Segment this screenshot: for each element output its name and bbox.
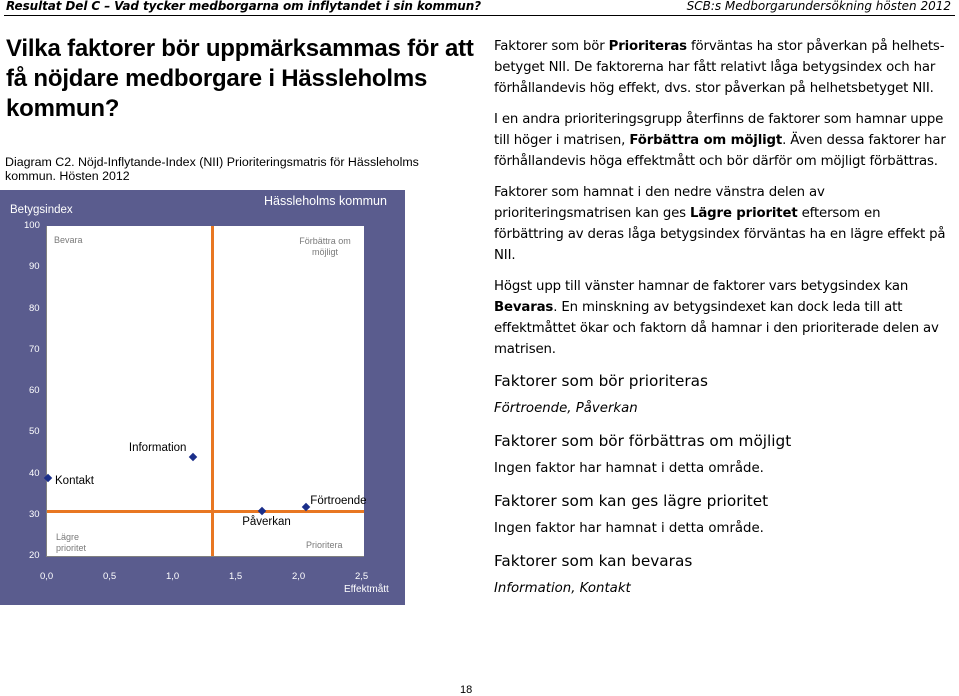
y-tick-label: 50 — [29, 426, 40, 438]
data-point-label: Information — [128, 442, 187, 454]
y-tick-label: 30 — [29, 508, 40, 520]
x-tick-label: 0,0 — [40, 571, 54, 582]
section-heading-prioriteras: Faktorer som bör prioriteras — [494, 372, 708, 390]
quadrant-label-bevara: Bevara — [54, 235, 83, 245]
paragraph-forbattra: I en andra prioriteringsgrupp återfinns de faktorer som hamnar uppe till höger i matrisen, Förbättra om möjligt. Även dessa faktorer har förhållandevis höga effektmått och bör därför om möjligt förbättras. — [494, 112, 946, 169]
chart-caption: Diagram C2. Nöjd-Inflytande-Index (NII) Prioriteringsmatris för Hässleholms kommun. Hösten 2012 — [5, 155, 419, 183]
section-heading-bevaras: Faktorer som kan bevaras — [494, 552, 693, 570]
quadrant-label-forbattra: Förbättra om möjligt — [299, 236, 351, 257]
divider-horizontal — [47, 510, 364, 513]
header-left-text: Resultat Del C – Vad tycker medborgarna om inflytandet i sin kommun? — [6, 0, 482, 13]
y-axis-label: Betygsindex — [10, 204, 73, 216]
data-point-label: Kontakt — [55, 474, 94, 487]
x-tick-label: 0,5 — [103, 571, 117, 582]
section-text-prioriteras: Förtroende, Påverkan — [494, 401, 638, 416]
quadrant-label-lagre-prioritet: Lägre prioritet — [56, 532, 87, 553]
explanation-column — [494, 36, 954, 610]
paragraph-prioritera: Faktorer som bör Prioriteras förväntas ha stor påverkan på helhets- betyget NII. De faktorerna har fått relativt låga betygsindex och har förhållandevis hög effekt, dvs. stor påverkan på helhetsbetyget NII. — [494, 39, 945, 96]
y-tick-label: 80 — [29, 302, 40, 314]
x-tick-label: 1,5 — [229, 571, 243, 582]
page-header — [0, 0, 959, 14]
y-tick-label: 90 — [29, 261, 40, 273]
x-tick-label: 2,0 — [292, 571, 306, 582]
page-title: Vilka faktorer bör uppmärksammas för att få nöjdare medborgare i Hässleholms kommun? — [6, 35, 474, 122]
y-tick-label: 100 — [24, 220, 40, 231]
paragraph-bevara: Högst upp till vänster hamnar de faktorer vars betygsindex kan Bevaras. En minskning av betygsindexet kan dock leda till att effektmåttet ökar och faktorn då hamnar i den prioriterade delen av matrisen. — [494, 279, 939, 357]
data-point — [189, 453, 197, 461]
paragraph-lagre-prioritet: Faktorer som hamnat i den nedre vänstra delen av prioriteringsmatrisen kan ges Lägre prioritet eftersom en förbättring av deras låga betygsindex förväntas ha en lägre effekt på NII. — [494, 185, 946, 263]
priority-matrix-chart — [0, 190, 405, 605]
data-point — [258, 506, 266, 514]
data-point-label: Förtroende — [310, 494, 367, 507]
divider-vertical — [211, 226, 214, 556]
y-tick-label: 40 — [29, 467, 40, 479]
x-tick-label: 2,5 — [355, 571, 369, 582]
section-text-forbattras: Ingen faktor har hamnat i detta område. — [494, 461, 764, 476]
page-number: 18 — [460, 684, 473, 696]
section-heading-forbattras: Faktorer som bör förbättras om möjligt — [494, 432, 792, 450]
header-right-text: SCB:s Medborgarundersökning hösten 2012 — [686, 0, 951, 13]
plot-area — [46, 226, 367, 557]
x-axis-label: Effektmått — [344, 584, 389, 595]
x-tick-label: 1,0 — [166, 571, 180, 582]
y-tick-label: 20 — [29, 550, 40, 561]
y-tick-label: 70 — [29, 343, 40, 355]
section-text-bevaras: Information, Kontakt — [494, 581, 631, 596]
y-tick-label: 60 — [29, 385, 40, 396]
section-heading-lagre-prioritet: Faktorer som kan ges lägre prioritet — [494, 492, 769, 510]
quadrant-label-prioritera: Prioritera — [306, 540, 343, 550]
chart-title: Hässleholms kommun — [264, 194, 387, 208]
data-point-label: Påverkan — [242, 515, 291, 528]
section-text-lagre-prioritet: Ingen faktor har hamnat i detta område. — [494, 521, 764, 536]
header-rule — [4, 15, 955, 16]
